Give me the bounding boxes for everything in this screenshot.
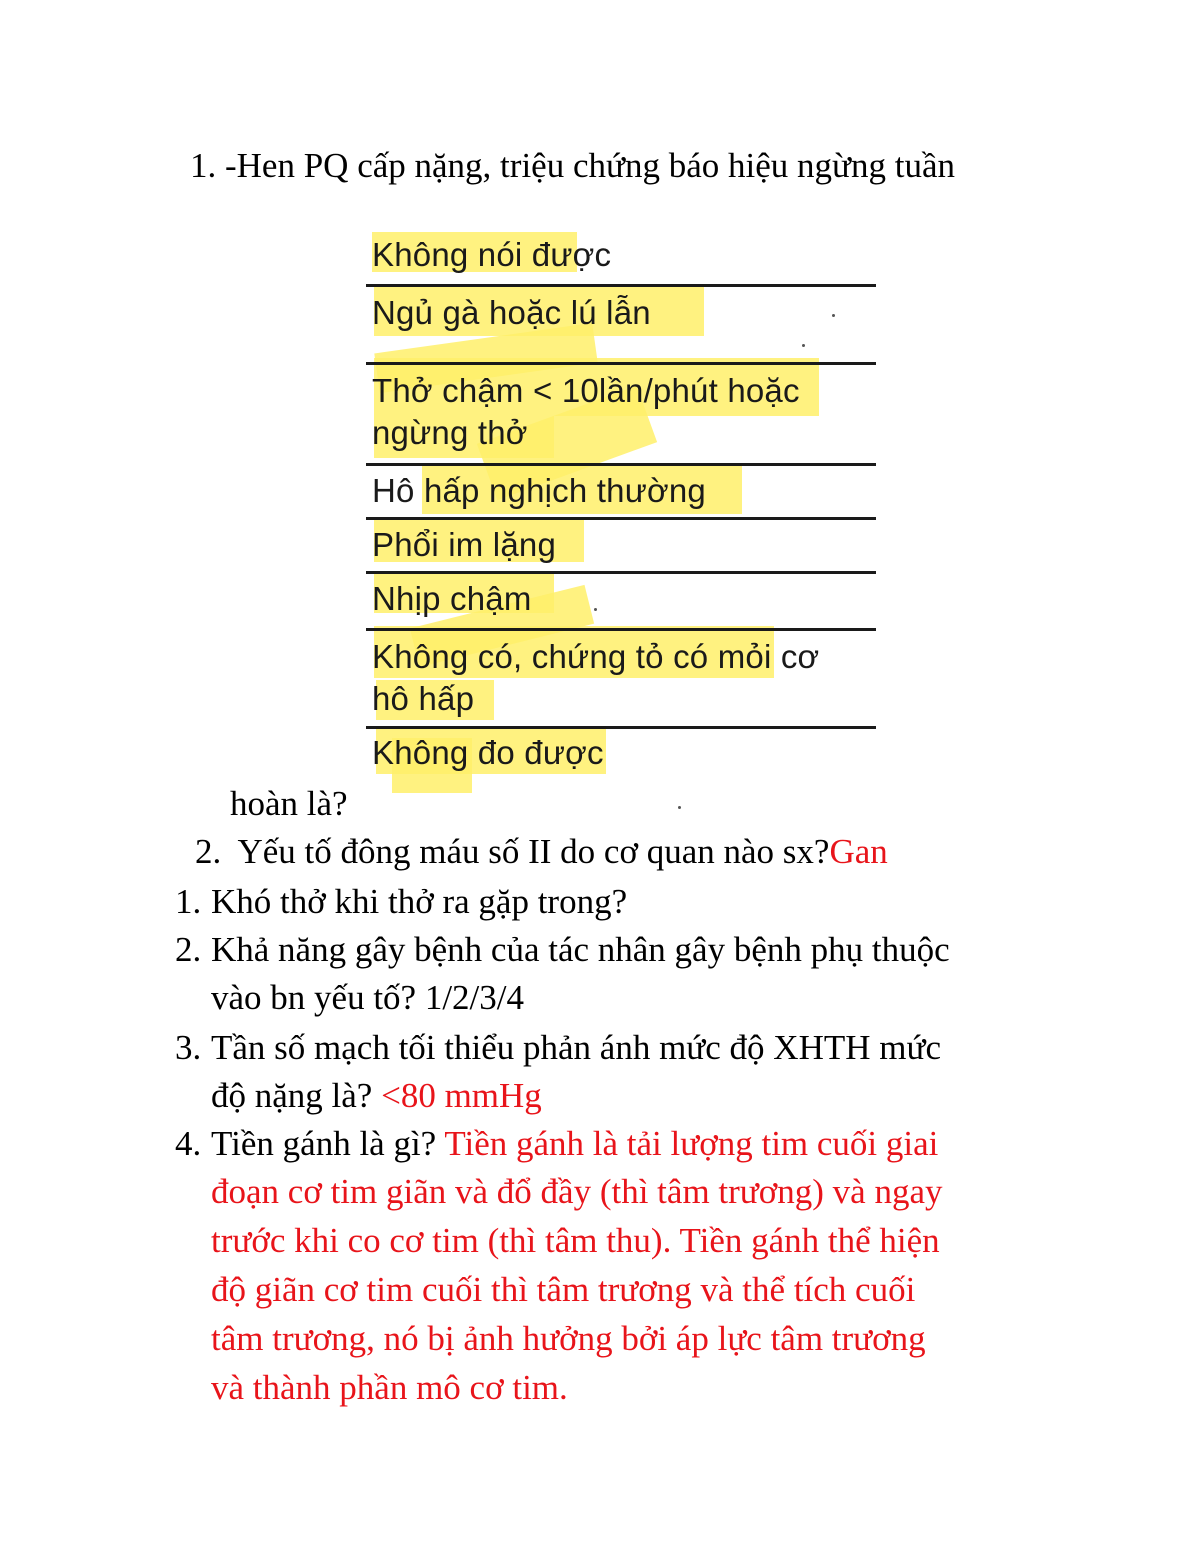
table-divider <box>366 571 876 574</box>
table-row: Thở chậm < 10lần/phút hoặc <box>372 372 800 409</box>
list-answer-continuation: và thành phần mô cơ tim. <box>211 1368 568 1407</box>
item2-answer: Gan <box>829 832 888 871</box>
table-divider <box>366 726 876 729</box>
list-answer-continuation: tâm trương, nó bị ảnh hưởng bởi áp lực tâm trương <box>211 1319 926 1358</box>
table-row: Nhịp chậm <box>372 580 532 617</box>
table-divider <box>366 284 876 287</box>
table-divider <box>366 362 876 365</box>
table-row: Ngủ gà hoặc lú lẫn <box>372 294 651 331</box>
list-number: 3. <box>175 1028 202 1067</box>
table-row: Hô hấp nghịch thường <box>372 472 706 509</box>
list-item-continuation <box>211 1072 542 1120</box>
list-question: độ nặng là? <box>211 1076 382 1115</box>
scan-speck <box>832 314 835 317</box>
list-answer: <80 mmHg <box>381 1076 542 1115</box>
list-item <box>175 1120 938 1168</box>
list-item <box>175 1024 941 1072</box>
scan-speck <box>678 806 681 809</box>
scan-speck <box>594 608 597 611</box>
list-number: 2. <box>175 930 202 969</box>
list-question: Khả năng gây bệnh của tác nhân gây bệnh phụ thuộc <box>211 930 950 969</box>
list-item <box>175 878 627 926</box>
list-answer-continuation: trước khi co cơ tim (thì tâm thu). Tiền gánh thể hiện <box>211 1221 940 1260</box>
scan-speck <box>802 344 805 347</box>
table-row: hô hấp <box>372 680 475 717</box>
item1-text: -Hen PQ cấp nặng, triệu chứng báo hiệu ngừng tuần <box>225 146 955 185</box>
table-row: Không đo được <box>372 734 604 771</box>
list-item-continuation: vào bn yếu tố? 1/2/3/4 <box>211 978 525 1017</box>
list-number: 4. <box>175 1124 202 1163</box>
table-divider <box>366 517 876 520</box>
list-question: Tần số mạch tối thiểu phản ánh mức độ XHTH mức <box>211 1028 941 1067</box>
table-row: Không có, chứng tỏ có mỏi cơ <box>372 638 820 675</box>
table-row: Không nói được <box>372 236 612 273</box>
list-question: Tiền gánh là gì? <box>211 1124 445 1163</box>
item1-number: 1. <box>190 146 217 185</box>
table-row: ngừng thở <box>372 414 528 451</box>
item2-line <box>195 828 888 876</box>
scanned-table-image <box>362 228 882 788</box>
item1-line <box>190 142 955 190</box>
item1-continuation: hoàn là? <box>230 784 348 823</box>
list-answer-continuation: độ giãn cơ tim cuối thì tâm trương và thể tích cuối <box>211 1270 916 1309</box>
table-row: Phổi im lặng <box>372 526 556 563</box>
list-question: Khó thở khi thở ra gặp trong? <box>211 882 628 921</box>
list-answer: Tiền gánh là tải lượng tim cuối giai <box>444 1124 939 1163</box>
table-divider <box>366 628 876 631</box>
list-answer-continuation: đoạn cơ tim giãn và đổ đầy (thì tâm trương) và ngay <box>211 1172 943 1211</box>
list-item <box>175 926 950 974</box>
item2-number: 2. <box>195 832 222 871</box>
item2-question: Yếu tố đông máu số II do cơ quan nào sx? <box>237 832 830 871</box>
list-number: 1. <box>175 882 202 921</box>
table-divider <box>366 463 876 466</box>
